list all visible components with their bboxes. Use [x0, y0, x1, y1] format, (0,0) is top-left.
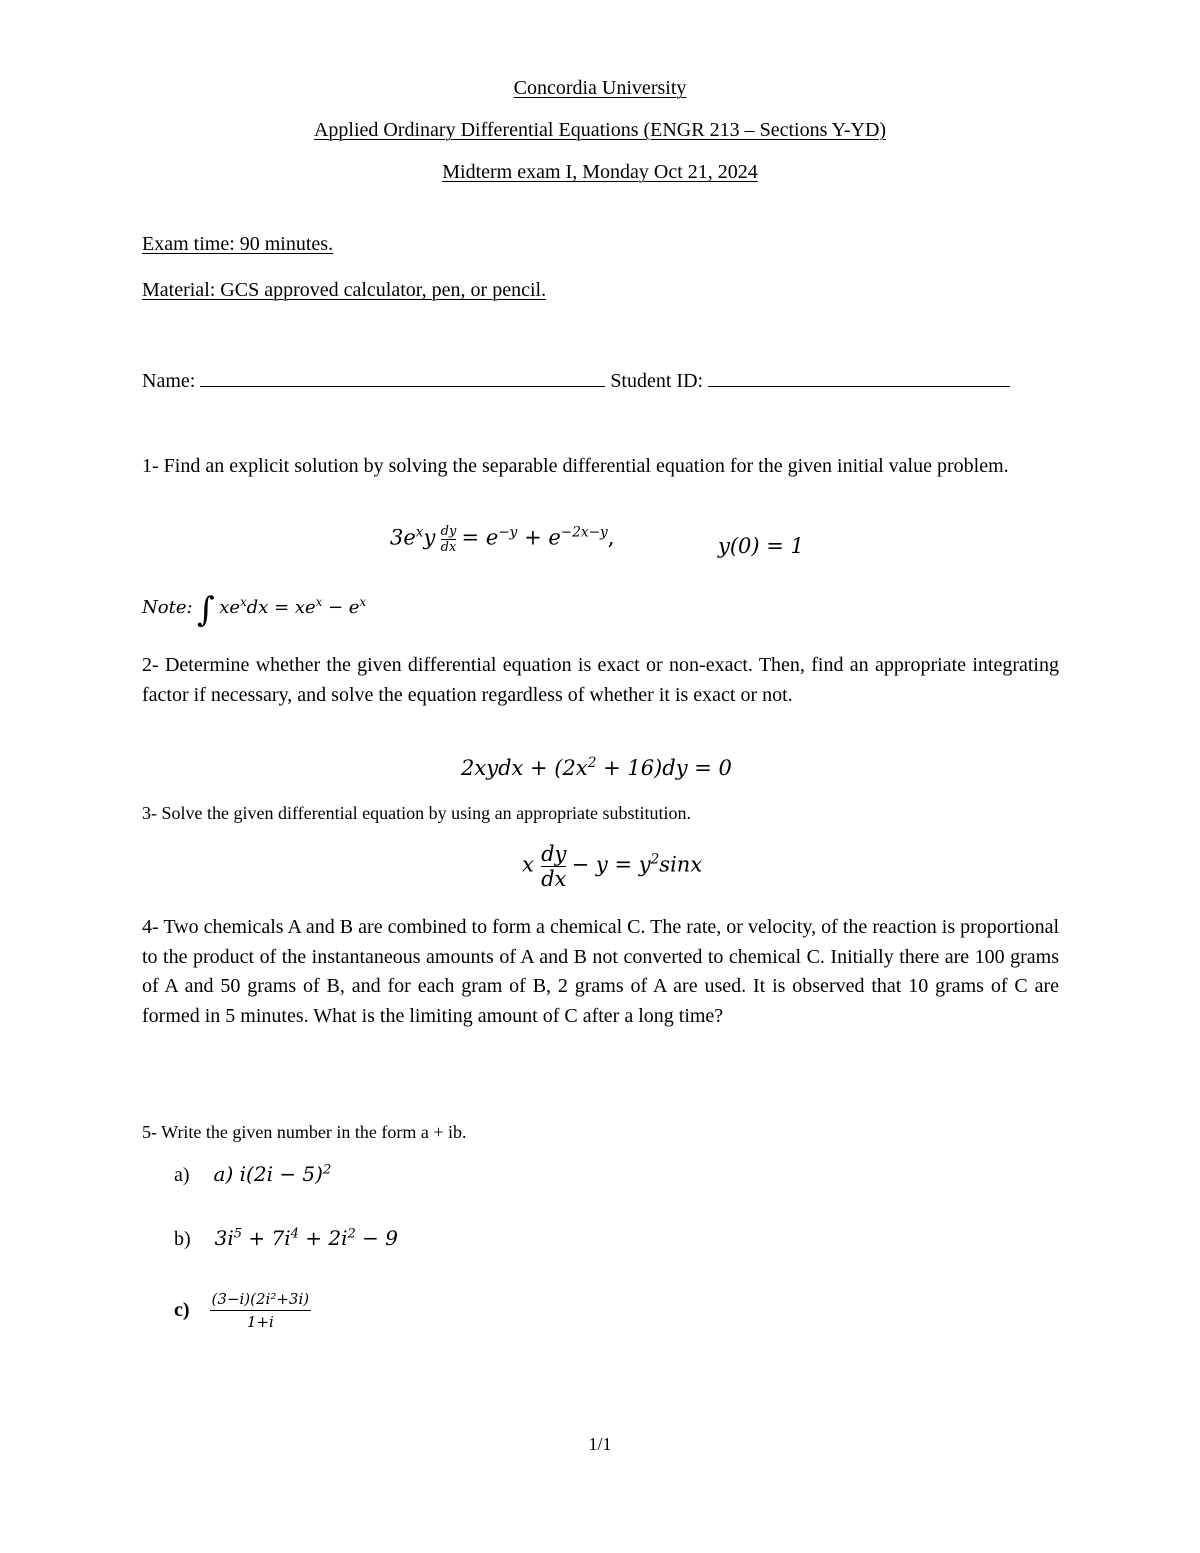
student-id-field-line[interactable]: [708, 366, 1010, 387]
question-1-note: Note: ∫ $xe^xdx = xe^x - e^x$: [142, 590, 367, 630]
question-4-text: 4- Two chemicals A and B are combined to form a chemical C. The rate, or velocity, of the reaction is proportional to the product of the instantaneous amounts of A and B not converted to chemical C. Initially there are 100 grams of A and 50 grams of B, and for each gram of B, 2 grams of A are used. It is observed that 10 grams of C are formed in 5 minutes. What is the limiting amount of C after a long time?: [142, 916, 1059, 1027]
exam-material: Material: GCS approved calculator, pen, or pencil.: [142, 279, 547, 301]
question-2-equation: 2xydx + $(2x^2 + 16)dy = 0$: [461, 755, 732, 780]
part-c-label: c): [174, 1299, 190, 1321]
exam-title: Midterm exam I, Monday Oct 21, 2024: [442, 161, 758, 183]
question-3-text: 3- Solve the given differential equation by using an appropriate substitution.: [142, 803, 692, 823]
exam-time: Exam time: 90 minutes.: [142, 233, 334, 255]
question-1-initial-condition: y(0) = 1: [718, 534, 804, 558]
part-c-fraction: $\frac{\text{(3−i)(2i²+3i)}}{1+i}$: [211, 1290, 310, 1331]
question-1-equation: $3e^xy$ $\frac{dy}{dx}$ = $e^{-y} + e^{-2x-y}$,: [390, 524, 615, 555]
name-id-row: [142, 366, 1062, 393]
question-5-part-b: b) $3i^5 + 7i^4 + 2i^2 - 9$: [174, 1226, 399, 1250]
question-5-part-c: [174, 1290, 311, 1331]
dy-dx-fraction-q3: $\frac{dy}{dx}$: [541, 842, 567, 891]
question-5-text: 5- Write the given number in the form a + ib.: [142, 1122, 467, 1142]
name-field-line[interactable]: [200, 366, 605, 387]
question-5-part-a: a) a) $i(2i - 5)^2$: [174, 1162, 332, 1186]
course-title: Applied Ordinary Differential Equations (ENGR 213 – Sections Y-YD): [313, 119, 887, 141]
question-1-text: 1- Find an explicit solution by solving the separable differential equation for the given initial value problem.: [142, 455, 1009, 477]
part-a-label: a): [174, 1164, 190, 1186]
page-number: 1/1: [588, 1434, 612, 1454]
part-b-label: b): [174, 1228, 191, 1250]
student-id-label: Student ID:: [610, 370, 704, 392]
question-2-text: 2- Determine whether the given differential equation is exact or non-exact. Then, find an appropriate integrating factor if necessary, and solve the equation regardless of whether it is exact or not.: [142, 654, 1059, 706]
question-3-equation: x $\frac{dy}{dx}$ − $y = y^2\sin x$: [522, 842, 703, 891]
dy-dx-fraction: $\frac{dy}{dx}$: [440, 524, 457, 555]
name-label: Name:: [142, 370, 196, 392]
integral-sign: ∫: [197, 590, 215, 630]
university-title: Concordia University: [513, 77, 687, 99]
